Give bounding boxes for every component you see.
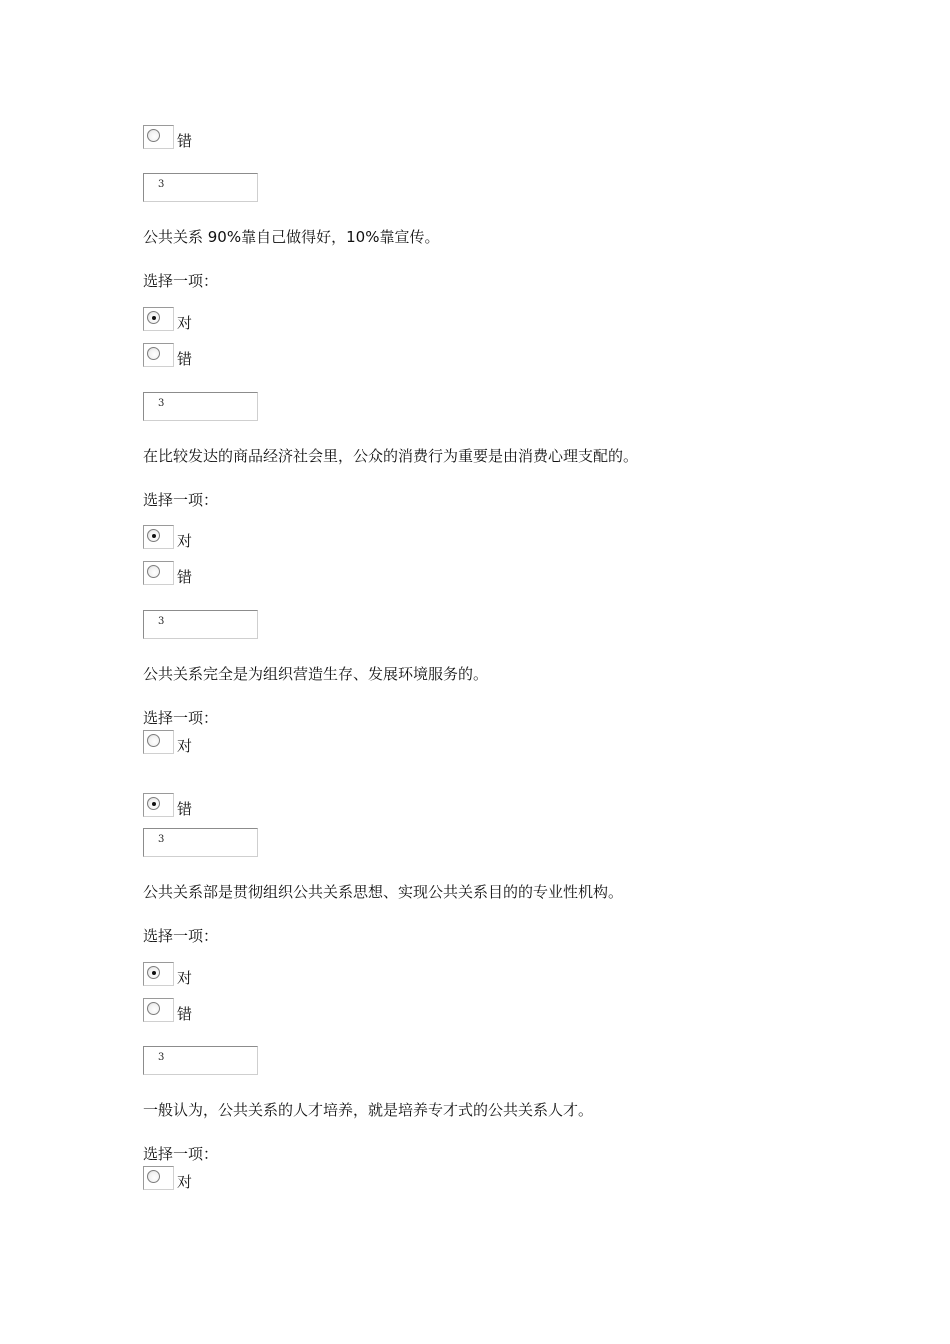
answer-option bbox=[143, 998, 223, 1024]
radio-button[interactable] bbox=[143, 998, 174, 1022]
option-label[interactable]: 对 bbox=[177, 737, 193, 755]
option-label[interactable]: 错 bbox=[177, 350, 193, 368]
score-field[interactable] bbox=[143, 828, 258, 857]
question-text: 在比较发达的商品经济社会里，公众的消费行为重要是由消费心理支配的。 bbox=[143, 447, 639, 465]
choose-one-prompt: 选择一项： bbox=[143, 491, 219, 509]
radio-unchecked-icon bbox=[147, 1002, 160, 1015]
score-field[interactable] bbox=[143, 392, 258, 421]
radio-unchecked-icon bbox=[147, 734, 160, 747]
radio-button[interactable] bbox=[143, 125, 174, 149]
question-text: 公共关系 90%靠自己做得好，10%靠宣传。 bbox=[143, 228, 440, 246]
score-value: 3 bbox=[158, 179, 165, 190]
choose-one-prompt: 选择一项： bbox=[143, 927, 219, 945]
score-field[interactable] bbox=[143, 173, 258, 202]
radio-unchecked-icon bbox=[147, 129, 160, 142]
radio-button[interactable] bbox=[143, 730, 174, 754]
radio-button-selected[interactable] bbox=[143, 962, 174, 986]
radio-button-selected[interactable] bbox=[143, 793, 174, 817]
radio-button[interactable] bbox=[143, 1166, 174, 1190]
score-value: 3 bbox=[158, 616, 165, 627]
answer-option bbox=[143, 125, 223, 151]
score-value: 3 bbox=[158, 398, 165, 409]
score-field[interactable] bbox=[143, 610, 258, 639]
radio-checked-icon bbox=[147, 311, 160, 324]
answer-option bbox=[143, 525, 223, 551]
choose-one-prompt: 选择一项： bbox=[143, 1145, 219, 1163]
radio-checked-icon bbox=[147, 797, 160, 810]
question-text: 公共关系部是贯彻组织公共关系思想、实现公共关系目的的专业性机构。 bbox=[143, 883, 624, 901]
score-value: 3 bbox=[158, 834, 165, 845]
radio-unchecked-icon bbox=[147, 347, 160, 360]
radio-button-selected[interactable] bbox=[143, 525, 174, 549]
score-field[interactable] bbox=[143, 1046, 258, 1075]
radio-checked-icon bbox=[147, 966, 160, 979]
score-value: 3 bbox=[158, 1052, 165, 1063]
answer-option bbox=[143, 343, 223, 369]
choose-one-prompt: 选择一项： bbox=[143, 272, 219, 290]
question-text: 一般认为，公共关系的人才培养，就是培养专才式的公共关系人才。 bbox=[143, 1101, 594, 1119]
radio-checked-icon bbox=[147, 529, 160, 542]
radio-unchecked-icon bbox=[147, 565, 160, 578]
answer-option bbox=[143, 730, 223, 756]
option-label[interactable]: 错 bbox=[177, 568, 193, 586]
option-label[interactable]: 对 bbox=[177, 969, 193, 987]
option-label[interactable]: 对 bbox=[177, 1173, 193, 1191]
option-label[interactable]: 错 bbox=[177, 132, 193, 150]
answer-option bbox=[143, 561, 223, 587]
choose-one-prompt: 选择一项： bbox=[143, 709, 219, 727]
option-label[interactable]: 对 bbox=[177, 532, 193, 550]
answer-option bbox=[143, 1166, 223, 1192]
answer-option bbox=[143, 962, 223, 988]
radio-button[interactable] bbox=[143, 343, 174, 367]
radio-button-selected[interactable] bbox=[143, 307, 174, 331]
radio-dot-icon bbox=[152, 802, 156, 806]
radio-unchecked-icon bbox=[147, 1170, 160, 1183]
option-label[interactable]: 错 bbox=[177, 1005, 193, 1023]
answer-option bbox=[143, 307, 223, 333]
radio-dot-icon bbox=[152, 316, 156, 320]
question-text: 公共关系完全是为组织营造生存、发展环境服务的。 bbox=[143, 665, 489, 683]
option-label[interactable]: 对 bbox=[177, 314, 193, 332]
radio-button[interactable] bbox=[143, 561, 174, 585]
radio-dot-icon bbox=[152, 971, 156, 975]
option-label[interactable]: 错 bbox=[177, 800, 193, 818]
answer-option bbox=[143, 793, 223, 819]
radio-dot-icon bbox=[152, 534, 156, 538]
